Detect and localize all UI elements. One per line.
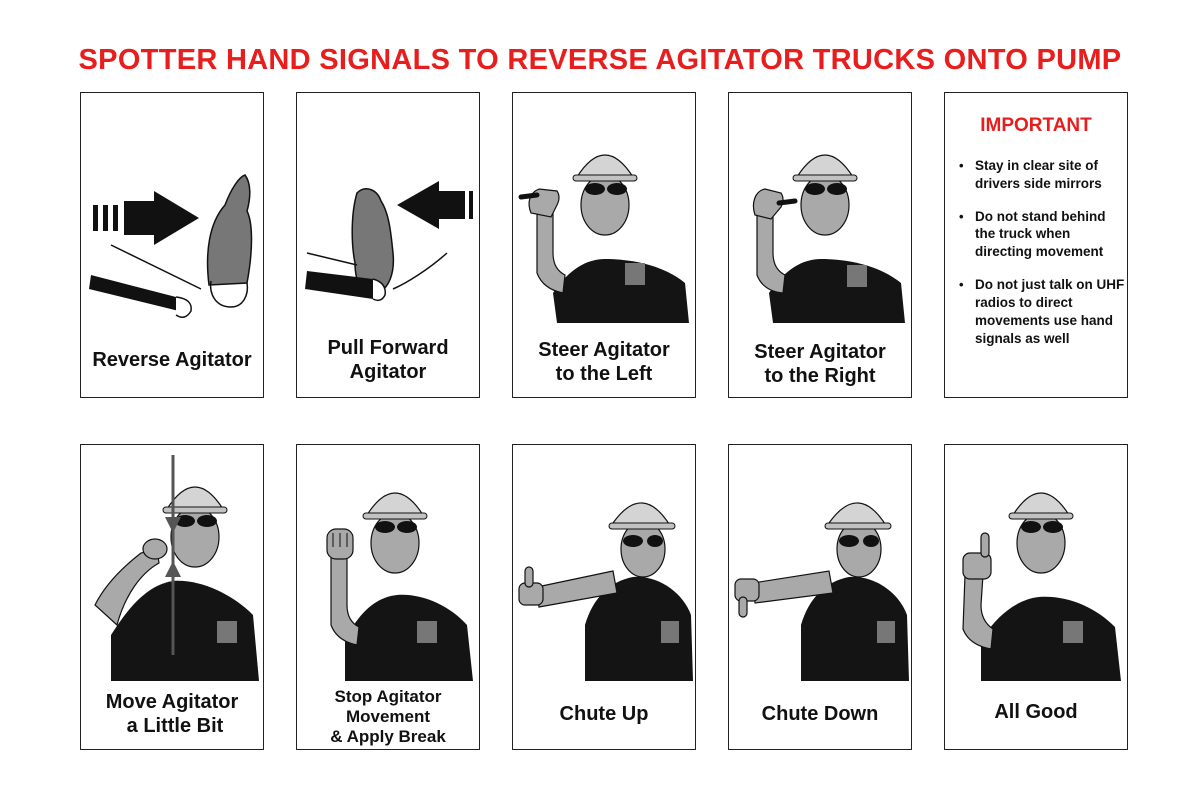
card-caption — [297, 687, 479, 747]
card-move-little-bit — [80, 444, 264, 750]
caption-line: to the Left — [555, 362, 653, 385]
list-item-text: Do not just talk on UHF radios to direct movements use hand signals as well — [975, 277, 1125, 346]
thumb-right-icon — [753, 189, 795, 219]
list-item — [957, 276, 1125, 347]
card-caption: All Good — [994, 701, 1078, 723]
list-item — [957, 157, 1125, 193]
thumb-up-icon — [519, 567, 543, 605]
caption-line: Stop Agitator — [334, 687, 442, 706]
list-item — [957, 208, 1125, 261]
caption-line: to the Right — [764, 364, 876, 387]
card-stop-agitator — [296, 444, 480, 750]
card-pull-forward — [296, 92, 480, 398]
caption-line: & Apply Break — [330, 727, 446, 747]
bullet-icon: • — [959, 208, 964, 224]
arrow-left-icon — [397, 181, 473, 229]
card-all-good — [944, 444, 1128, 750]
card-reverse-agitator — [80, 92, 264, 398]
card-caption: Reverse Agitator — [92, 349, 252, 371]
list-item-text: Do not stand behind the truck when directing movement — [975, 208, 1106, 260]
card-steer-right — [728, 92, 912, 398]
caption-line: Move Agitator — [105, 691, 239, 713]
caption-line: Movement — [345, 707, 431, 727]
caption-line: Steer Agitator — [754, 341, 886, 363]
card-chute-down — [728, 444, 912, 750]
thumb-left-icon — [521, 189, 559, 217]
card-caption — [513, 339, 695, 386]
caption-line: Pull Forward — [327, 337, 449, 359]
page-title: SPOTTER HAND SIGNALS TO REVERSE AGITATOR TRUCKS ONTO PUMP — [78, 44, 1122, 76]
list-item-text: Stay in clear site of drivers side mirrors — [975, 158, 1102, 191]
card-chute-up — [512, 444, 696, 750]
card-caption — [297, 337, 479, 384]
arrow-right-icon — [93, 191, 199, 245]
caption-line: a Little Bit — [126, 714, 224, 737]
card-steer-left — [512, 92, 696, 398]
caption-line: Steer Agitator — [538, 339, 670, 361]
important-list — [957, 157, 1125, 362]
card-caption — [81, 691, 263, 738]
bullet-icon: • — [959, 158, 964, 173]
card-important — [944, 92, 1128, 398]
card-caption: Chute Up — [559, 703, 649, 725]
important-title: IMPORTANT — [980, 115, 1092, 136]
thumb-down-icon — [735, 579, 759, 617]
card-caption — [729, 341, 911, 388]
caption-line: Agitator — [349, 360, 427, 383]
card-caption: Chute Down — [761, 703, 879, 725]
bullet-icon: • — [959, 277, 964, 293]
fist-icon — [327, 529, 353, 559]
thumb-up-icon — [963, 533, 991, 579]
